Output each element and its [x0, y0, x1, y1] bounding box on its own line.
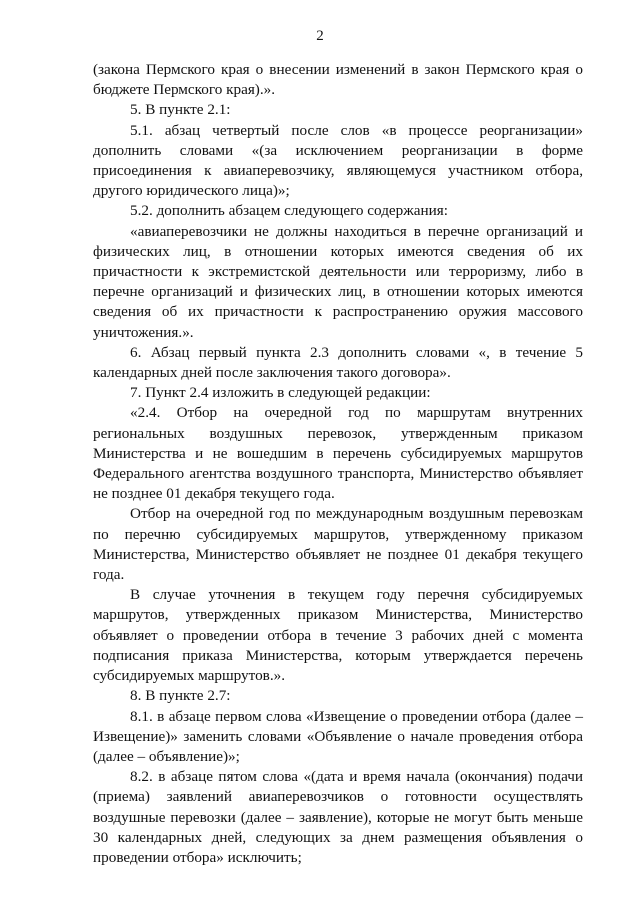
paragraph: 8.2. в абзаце пятом слова «(дата и время начала (окончания) подачи (приема) заявлений авиаперевозчиков о готовности осуществлять воздушные перевозки (далее – заявление), которые не могут быть меньше 30 календарных дней, следующих за днем размещения объявления о проведении отбора» исключить;: [93, 768, 583, 866]
paragraph: 8.1. в абзаце первом слова «Извещение о проведении отбора (далее – Извещение)» заменить словами «Объявление о начале проведения отбора (далее – объявление)»;: [93, 707, 583, 765]
paragraph: 8. В пункте 2.7:: [130, 687, 231, 705]
page-number: 2: [316, 28, 324, 44]
paragraph: Отбор на очередной год по международным воздушным перевозкам по перечню субсидируемых маршрутов, утвержденному приказом Министерства, Министерство объявляет не позднее 01 декабря текущего года.: [93, 505, 583, 584]
paragraph: 5.1. абзац четвертый после слов «в процессе реорганизации» дополнить словами «(за исключением реорганизации в форме присоединения к авиаперевозчику, являющемуся участником отбора, другого юридического лица)»;: [93, 121, 583, 200]
paragraph: «2.4. Отбор на очередной год по маршрутам внутренних региональных воздушных перевозок, утвержденным приказом Министерства и не вошедшим в перечень субсидируемых маршрутов Федерального агентства воздушного транспорта, Министерство объявляет не позднее 01 декабря текущего года.: [93, 404, 583, 503]
paragraph: В случае уточнения в текущем году перечня субсидируемых маршрутов, утвержденных приказом Министерства, Министерство объявляет о проведении отбора в течение 3 рабочих дней с момента подписания приказа Министерства, которым утверждается перечень субсидируемых маршрутов.».: [93, 586, 583, 685]
paragraph: (закона Пермского края о внесении изменений в закон Пермского края о бюджете Пермского края).».: [93, 61, 583, 99]
paragraph: 5. В пункте 2.1:: [130, 101, 231, 119]
document-body: [93, 60, 583, 868]
paragraph: «авиаперевозчики не должны находиться в перечне организаций и физических лиц, в отношении которых имеются сведения об их причастности к экстремистской деятельности или терроризму, либо в перечне организаций и физических лиц, в отношении которых имеются сведения об их причастности к распространению оружия массового уничтожения.».: [93, 222, 583, 341]
paragraph: 6. Абзац первый пункта 2.3 дополнить словами «, в течение 5 календарных дней после заключения такого договора».: [93, 343, 583, 382]
paragraph: 7. Пункт 2.4 изложить в следующей редакции:: [130, 384, 431, 402]
paragraph: 5.2. дополнить абзацем следующего содержания:: [130, 202, 448, 220]
